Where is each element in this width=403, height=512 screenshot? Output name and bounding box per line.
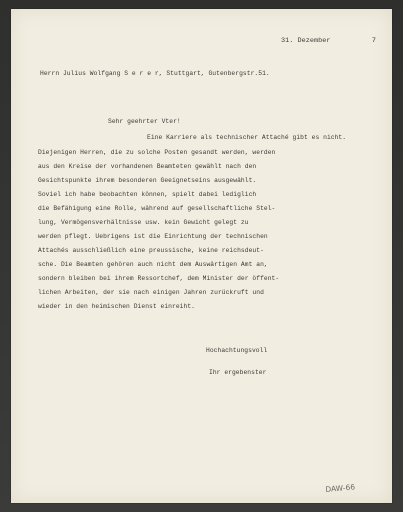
body-line: Soviel ich habe beobachten können, spielt dabei lediglich bbox=[38, 191, 257, 198]
body-line: wieder in den heimischen Dienst einreiht. bbox=[38, 303, 195, 310]
body-line: aus den Kreise der vorhandenen Beamteten gewählt nach den bbox=[38, 163, 257, 170]
body-line: Eine Karriere als technischer Attaché gibt es nicht. bbox=[147, 134, 347, 141]
body-line: die Befähigung eine Rolle, während auf gesellschaftliche Stel- bbox=[38, 205, 276, 212]
letter-salutation: Sehr geehrter Vter! bbox=[108, 118, 181, 125]
letter-sheet bbox=[11, 9, 392, 503]
letter-signature: Ihr ergebenster bbox=[209, 369, 267, 376]
body-line: sche. Die Beamten gehören auch nicht dem Auswärtigen Amt an, bbox=[38, 261, 268, 268]
letter-addressee: Herrn Julius Wolfgang S e r e r, Stuttgart, Gutenbergstr.51. bbox=[40, 70, 270, 77]
body-line: lichen Arbeiten, der sie nach einigen Jahren zurückruft und bbox=[38, 289, 264, 296]
body-line: Attachés ausschließlich eine preussische, keine reichsdeut- bbox=[38, 247, 264, 254]
body-line: werden pflegt. Uebrigens ist die Einrichtung der technischen bbox=[38, 233, 268, 240]
letter-date: 31. Dezember 7 bbox=[281, 37, 376, 45]
body-line: Gesichtspunkte ihrem besonderen Geeignetseins ausgewählt. bbox=[38, 177, 257, 184]
body-line: sondern bleiben bei ihrem Ressortchef, dem Minister der öffent- bbox=[38, 275, 280, 282]
letter-closing: Hochachtungsvoll bbox=[206, 347, 268, 354]
body-line: Diejenigen Herren, die zu solche Posten gesandt werden, werden bbox=[38, 149, 276, 156]
pencil-annotation: DAW-66 bbox=[325, 482, 356, 494]
body-line: lung, Vermögensverhältnisse usw. kein Gewicht gelegt zu bbox=[38, 219, 249, 226]
